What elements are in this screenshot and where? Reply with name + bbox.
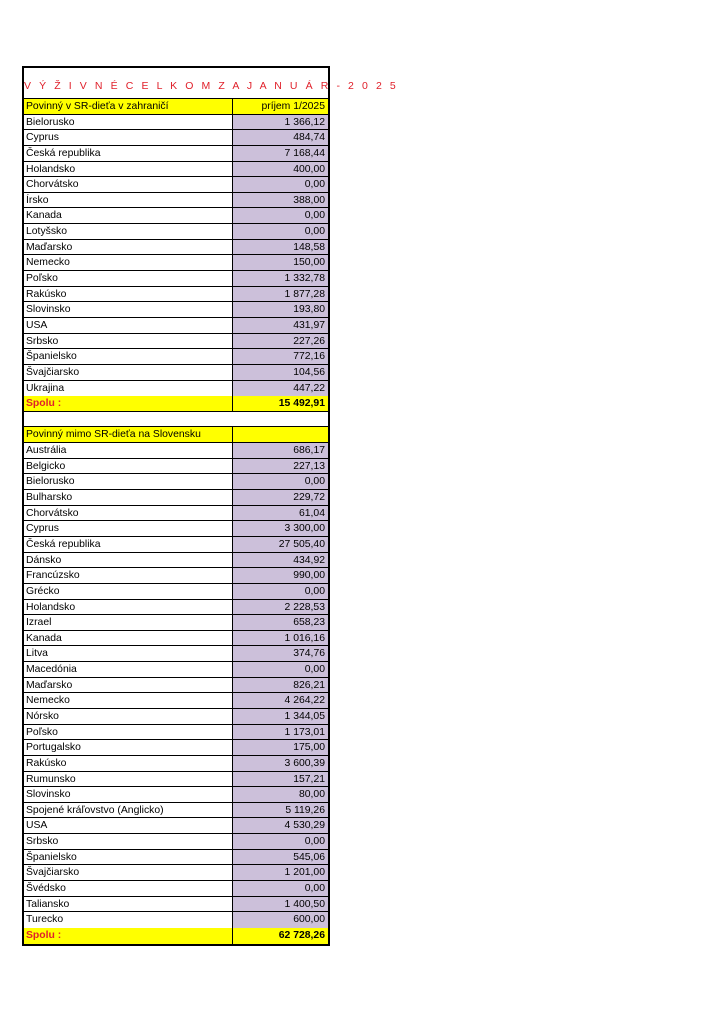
table-row [24,600,328,616]
country-cell: Macedónia [24,662,233,677]
section1-total-row [24,396,328,412]
table-row [24,553,328,569]
amount-cell: 0,00 [233,834,328,849]
amount-cell: 148,58 [233,240,328,255]
table-row [24,678,328,694]
country-cell: Kanada [24,208,233,223]
country-cell: Chorvátsko [24,506,233,521]
section2-header-label: Povinný mimo SR-dieťa na Slovensku [24,427,233,442]
amount-cell: 658,23 [233,615,328,630]
country-cell: Rumunsko [24,772,233,787]
table-row [24,850,328,866]
amount-cell: 150,00 [233,255,328,270]
table-row [24,130,328,146]
amount-cell: 600,00 [233,912,328,928]
country-cell: Nórsko [24,709,233,724]
section1-header-label: Povinný v SR-dieťa v zahraničí [24,99,233,114]
amount-cell: 227,13 [233,459,328,474]
table-row [24,443,328,459]
table-row [24,240,328,256]
table-row [24,318,328,334]
section2-total-label: Spolu : [24,928,233,944]
table-row [24,506,328,522]
amount-cell: 1 332,78 [233,271,328,286]
section2-total-value: 62 728,26 [233,928,328,944]
amount-cell: 157,21 [233,772,328,787]
amount-cell: 1 201,00 [233,865,328,880]
country-cell: Izrael [24,615,233,630]
table-row [24,631,328,647]
country-cell: Austrália [24,443,233,458]
table-row [24,772,328,788]
table-row [24,912,328,928]
amount-cell: 2 228,53 [233,600,328,615]
country-cell: Bielorusko [24,474,233,489]
amount-cell: 227,26 [233,334,328,349]
table-row [24,208,328,224]
section-spacer [24,412,328,428]
amount-cell: 229,72 [233,490,328,505]
table-row [24,756,328,772]
table-row [24,881,328,897]
amount-cell: 80,00 [233,787,328,802]
amount-cell: 7 168,44 [233,146,328,161]
amount-cell: 431,97 [233,318,328,333]
country-cell: Španielsko [24,349,233,364]
table-row [24,474,328,490]
amount-cell: 826,21 [233,678,328,693]
amount-cell: 447,22 [233,381,328,397]
table-row [24,568,328,584]
country-cell: Lotyšsko [24,224,233,239]
country-cell: Nemecko [24,693,233,708]
table-row [24,709,328,725]
country-cell: Poľsko [24,271,233,286]
amount-cell: 686,17 [233,443,328,458]
table-row [24,177,328,193]
country-cell: Kanada [24,631,233,646]
table-row [24,459,328,475]
table-row [24,865,328,881]
country-cell: Holandsko [24,162,233,177]
country-cell: Maďarsko [24,240,233,255]
amount-cell: 104,56 [233,365,328,380]
country-cell: Slovinsko [24,302,233,317]
country-cell: Rakúsko [24,287,233,302]
amount-cell: 772,16 [233,349,328,364]
table-row [24,334,328,350]
country-cell: Španielsko [24,850,233,865]
country-cell: Bielorusko [24,115,233,130]
table-row [24,224,328,240]
amount-cell: 27 505,40 [233,537,328,552]
amount-cell: 175,00 [233,740,328,755]
table-title: V Ý Ž I V N É C E L K O M Z A J A N U Á R - 2 0 2 5 [24,68,328,99]
country-cell: Česká republika [24,537,233,552]
table-row [24,615,328,631]
country-cell: Dánsko [24,553,233,568]
amount-cell: 0,00 [233,224,328,239]
table-row [24,740,328,756]
table-row [24,490,328,506]
amount-cell: 1 344,05 [233,709,328,724]
amount-cell: 0,00 [233,881,328,896]
table-row [24,146,328,162]
table-row [24,693,328,709]
amount-cell: 1 400,50 [233,897,328,912]
amount-cell: 0,00 [233,584,328,599]
section1-total-label: Spolu : [24,396,233,411]
country-cell: Slovinsko [24,787,233,802]
table-row [24,349,328,365]
amount-cell: 1 016,16 [233,631,328,646]
amount-cell: 484,74 [233,130,328,145]
section1-total-value: 15 492,91 [233,396,328,411]
country-cell: Belgicko [24,459,233,474]
country-cell: Česká republika [24,146,233,161]
country-cell: Ukrajina [24,381,233,397]
amount-cell: 5 119,26 [233,803,328,818]
table-row [24,287,328,303]
section2-header-value [233,427,328,442]
country-cell: Portugalsko [24,740,233,755]
section1-header-value: príjem 1/2025 [233,99,328,114]
table-row [24,381,328,397]
country-cell: Srbsko [24,834,233,849]
country-cell: Poľsko [24,725,233,740]
section2-total-row [24,928,328,944]
country-cell: Chorvátsko [24,177,233,192]
amount-cell: 1 173,01 [233,725,328,740]
amount-cell: 374,76 [233,646,328,661]
country-cell: Cyprus [24,521,233,536]
country-cell: Francúzsko [24,568,233,583]
section1-rows [24,115,328,397]
amount-cell: 3 300,00 [233,521,328,536]
table-row [24,302,328,318]
country-cell: Nemecko [24,255,233,270]
amount-cell: 990,00 [233,568,328,583]
table-row [24,818,328,834]
amount-cell: 0,00 [233,474,328,489]
table-row [24,897,328,913]
country-cell: Rakúsko [24,756,233,771]
section2-rows [24,443,328,928]
country-cell: Taliansko [24,897,233,912]
table-row [24,662,328,678]
country-cell: Holandsko [24,600,233,615]
section1-header [24,99,328,115]
amount-cell: 61,04 [233,506,328,521]
alimony-table [22,66,399,946]
country-cell: Švédsko [24,881,233,896]
table-row [24,803,328,819]
country-cell: Turecko [24,912,233,928]
country-cell: USA [24,818,233,833]
country-cell: Grécko [24,584,233,599]
table-row [24,115,328,131]
table-row [24,584,328,600]
table-row [24,537,328,553]
amount-cell: 434,92 [233,553,328,568]
table-row [24,834,328,850]
country-cell: USA [24,318,233,333]
amount-cell: 545,06 [233,850,328,865]
section2-header [24,427,328,443]
table-row [24,271,328,287]
amount-cell: 400,00 [233,162,328,177]
amount-cell: 0,00 [233,177,328,192]
table-row [24,255,328,271]
amount-cell: 193,80 [233,302,328,317]
amount-cell: 4 264,22 [233,693,328,708]
country-cell: Bulharsko [24,490,233,505]
table-row [24,521,328,537]
table-row [24,646,328,662]
amount-cell: 4 530,29 [233,818,328,833]
country-cell: Maďarsko [24,678,233,693]
country-cell: Švajčiarsko [24,865,233,880]
country-cell: Švajčiarsko [24,365,233,380]
table-row [24,365,328,381]
amount-cell: 3 600,39 [233,756,328,771]
amount-cell: 1 877,28 [233,287,328,302]
amount-cell: 0,00 [233,208,328,223]
amount-cell: 0,00 [233,662,328,677]
table-row [24,193,328,209]
country-cell: Spojené kráľovstvo (Anglicko) [24,803,233,818]
table-row [24,725,328,741]
amount-cell: 1 366,12 [233,115,328,130]
table-row [24,162,328,178]
country-cell: Írsko [24,193,233,208]
table-row [24,787,328,803]
country-cell: Srbsko [24,334,233,349]
country-cell: Litva [24,646,233,661]
amount-cell: 388,00 [233,193,328,208]
country-cell: Cyprus [24,130,233,145]
